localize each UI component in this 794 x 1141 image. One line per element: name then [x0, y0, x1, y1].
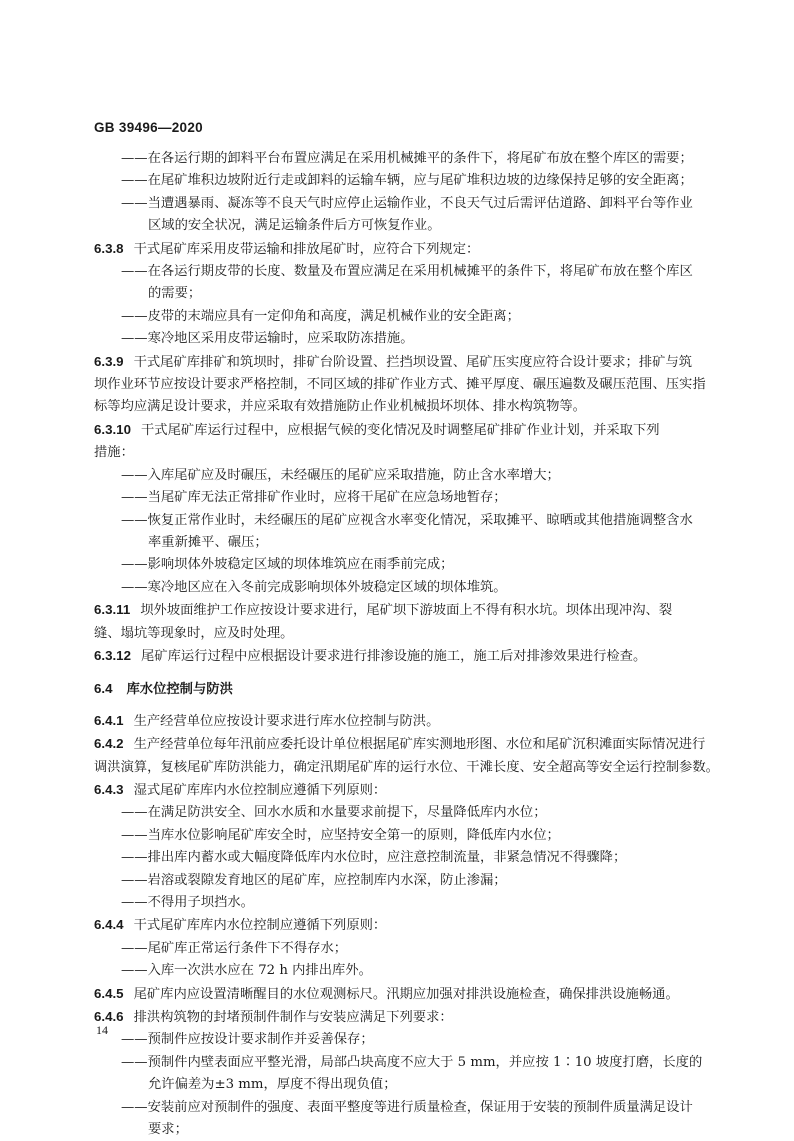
clause-number: 6.3.8	[94, 240, 124, 256]
clause-text: 干式尾矿库库内水位控制应遵循下列原则：	[133, 918, 387, 934]
list-item: ——入库尾矿应及时碾压，未经碾压的尾矿应采取措施，防止含水率增大；	[121, 467, 560, 483]
clause-text: 尾矿库内应设置清晰醒目的水位观测标尺。汛期应加强对排洪设施检查，确保排洪设施畅通。	[133, 986, 679, 1002]
clause-6-3-12	[94, 645, 704, 668]
list-item: ——不得用子坝挡水。	[121, 895, 254, 910]
clause-text-line: 坝作业环节应按设计要求严格控制，不同区域的排矿作业方式、摊平厚度、碾压遍数及碾压范围、压实指	[94, 377, 706, 393]
clause-6-4-4	[94, 914, 704, 937]
clause-6-3-9	[94, 351, 704, 374]
clause-6-3-8	[94, 238, 704, 261]
clause-text: 干式尾矿库排矿和筑坝时，排矿台阶设置、拦挡坝设置、尾矿压实度应符合设计要求；排矿与筑	[133, 354, 693, 370]
clause-number: 6.4.5	[94, 985, 124, 1001]
clause-6-3-10	[94, 419, 704, 442]
clause-number: 6.4.6	[94, 1009, 124, 1025]
list-item: ——在尾矿堆积边坡附近行走或卸料的运输车辆，应与尾矿堆积边坡的边缘保持足够的安全距离；	[121, 173, 693, 189]
list-item: ——在各运行期的卸料平台布置应满足在采用机械摊平的条件下，将尾矿布放在整个库区的需要；	[121, 151, 693, 166]
clause-number: 6.4.2	[94, 736, 124, 752]
list-item: ——在满足防洪安全、回水水质和水量要求前提下，尽量降低库内水位；	[121, 805, 547, 821]
list-item: ——在各运行期皮带的长度、数量及布置应满足在采用机械摊平的条件下，将尾矿布放在整个库区	[121, 264, 693, 280]
standard-code: GB 39496—2020	[94, 120, 203, 135]
list-item-continuation: 要求；	[148, 1122, 188, 1138]
clause-6-3-11	[94, 599, 704, 622]
clause-text: 干式尾矿库运行过程中，应根据气候的变化情况及时调整尾矿排矿作业计划，并采取下列	[140, 422, 660, 438]
list-item: ——入库一次洪水应在 72 h 内排出库外。	[121, 963, 372, 979]
clause-text: 生产经营单位应按设计要求进行库水位控制与防洪。	[133, 713, 440, 729]
list-item: ——预制件应按设计要求制作并妥善保存；	[121, 1032, 374, 1048]
clause-number: 6.3.10	[94, 421, 131, 437]
list-item: ——寒冷地区应在入冬前完成影响坝体外坡稳定区域的坝体堆筑。	[121, 579, 507, 595]
list-item: ——安装前应对预制件的强度、表面平整度等进行质量检查，保证用于安装的预制件质量满足设计	[121, 1099, 693, 1115]
list-item: ——当遭遇暴雨、凝冻等不良天气时应停止运输作业，不良天气过后需评估道路、卸料平台等作业	[121, 195, 693, 211]
list-item: ——预制件内壁表面应平整光滑，局部凸块高度不应大于 5 mm，并应按 1∶10 坡度打磨，长度的	[121, 1054, 703, 1070]
clause-number: 6.4.4	[94, 917, 124, 933]
clause-number: 6.3.11	[94, 602, 131, 618]
list-item-continuation: 区域的安全状况，满足运输条件后方可恢复作业。	[148, 218, 441, 234]
clause-text-line: 措施：	[94, 445, 134, 461]
list-item: ——影响坝体外坡稳定区域的坝体堆筑应在雨季前完成；	[121, 557, 454, 573]
list-item-continuation: 的需要；	[148, 286, 202, 302]
list-item-continuation: 允许偏差为±3 mm，厚度不得出现负值；	[148, 1077, 397, 1093]
section-title: 库水位控制与防洪	[126, 681, 233, 697]
clause-6-4-3	[94, 779, 704, 802]
clause-6-4-5	[94, 983, 704, 1006]
clause-text: 坝外坡面维护工作应按设计要求进行，尾矿坝下游坡面上不得有积水坑。坝体出现冲沟、裂	[140, 603, 673, 619]
clause-number: 6.4.3	[94, 781, 124, 797]
list-item: ——尾矿库正常运行条件下不得存水；	[121, 940, 348, 956]
clause-number: 6.3.12	[94, 647, 131, 663]
list-item: ——皮带的末端应具有一定仰角和高度，满足机械作业的安全距离；	[121, 308, 520, 324]
list-item: ——排出库内蓄水或大幅度降低库内水位时，应注意控制流量，非紧急情况不得骤降；	[121, 850, 627, 866]
clause-text-line: 调洪演算，复核尾矿库防洪能力，确定汛期尾矿库的运行水位、干滩长度、安全超高等安全运行控制参数。	[94, 759, 719, 775]
list-item: ——岩溶或裂隙发育地区的尾矿库，应控制库内水深，防止渗漏；	[121, 872, 507, 888]
clause-text: 生产经营单位每年汛前应委托设计单位根据尾矿库实测地形图、水位和尾矿沉积滩面实际情况进行	[133, 737, 706, 753]
clause-text: 尾矿库运行过程中应根据设计要求进行排渗设施的施工，施工后对排渗效果进行检查。	[140, 648, 647, 664]
clause-text: 干式尾矿库采用皮带运输和排放尾矿时，应符合下列规定：	[133, 241, 480, 257]
section-number: 6.4	[94, 681, 113, 697]
clause-text: 湿式尾矿库库内水位控制应遵循下列原则：	[133, 782, 387, 798]
list-item: ——恢复正常作业时，未经碾压的尾矿应视含水率变化情况，采取摊平、晾晒或其他措施调整含水	[121, 512, 693, 528]
list-item: ——当库水位影响尾矿库安全时，应坚持安全第一的原则，降低库内水位；	[121, 827, 560, 843]
clause-number: 6.3.9	[94, 353, 124, 369]
clause-text-line: 标等均应满足设计要求，并应采取有效措施防止作业机械损坏坝体、排水构筑物等。	[94, 399, 586, 415]
page-number: 14	[96, 1023, 108, 1037]
clause-text-line: 缝、塌坑等现象时，应及时处理。	[94, 625, 294, 641]
clause-6-4-1	[94, 710, 704, 733]
document-body	[94, 148, 719, 1141]
clause-6-4-2	[94, 733, 704, 756]
section-heading-6-4	[94, 678, 704, 701]
list-item: ——当尾矿库无法正常排矿作业时，应将干尾矿在应急场地暂存；	[121, 490, 507, 506]
clause-6-4-6	[94, 1006, 704, 1029]
clause-number: 6.4.1	[94, 712, 124, 728]
clause-text: 排洪构筑物的封堵预制件制作与安装应满足下列要求：	[133, 1010, 453, 1026]
list-item-continuation: 率重新摊平、碾压；	[148, 534, 268, 550]
list-item: ——寒冷地区采用皮带运输时，应采取防冻措施。	[121, 331, 414, 347]
